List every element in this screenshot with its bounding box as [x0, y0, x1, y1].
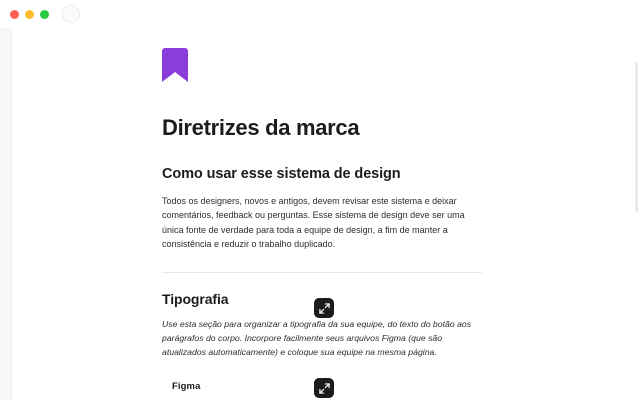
vertical-scrollbar[interactable]	[635, 62, 638, 212]
window-titlebar	[0, 0, 640, 28]
maximize-button[interactable]	[40, 10, 49, 19]
expand-icon-button[interactable]	[314, 378, 334, 398]
section-paragraph-typography: Use esta seção para organizar a tipografia da sua equipe, do texto do botão aos parágrafos do corpo. Incorpore facilmente seus arquivos Figma (que são atualizados automaticamente) e coloque sua equipe na mesma página.	[162, 318, 472, 357]
minimize-button[interactable]	[25, 10, 34, 19]
section-heading-typography: Tipografia	[162, 291, 229, 307]
expand-icon	[319, 303, 330, 314]
expand-icon-button[interactable]	[314, 298, 334, 318]
close-button[interactable]	[10, 10, 19, 19]
document-content	[162, 48, 482, 399]
embed-label: Figma	[172, 380, 201, 392]
expand-icon	[319, 383, 330, 394]
sidebar-rail[interactable]	[0, 28, 12, 400]
section-heading-usage: Como usar esse sistema de design	[162, 166, 401, 183]
traffic-light-controls	[10, 10, 49, 19]
document-canvas	[12, 28, 640, 400]
bookmark-icon	[162, 48, 188, 82]
section-paragraph-usage: Todos os designers, novos e antigos, devem revisar este sistema e deixar comentários, feedback ou perguntas. Esse sistema de design deve ser uma única fonte de verdade para toda a equipe de design, a fim de manter a consistência e reduzir o trabalho duplicado.	[162, 195, 465, 250]
avatar[interactable]	[62, 5, 80, 23]
divider	[162, 272, 482, 273]
page-title: Diretrizes da marca	[162, 115, 360, 140]
